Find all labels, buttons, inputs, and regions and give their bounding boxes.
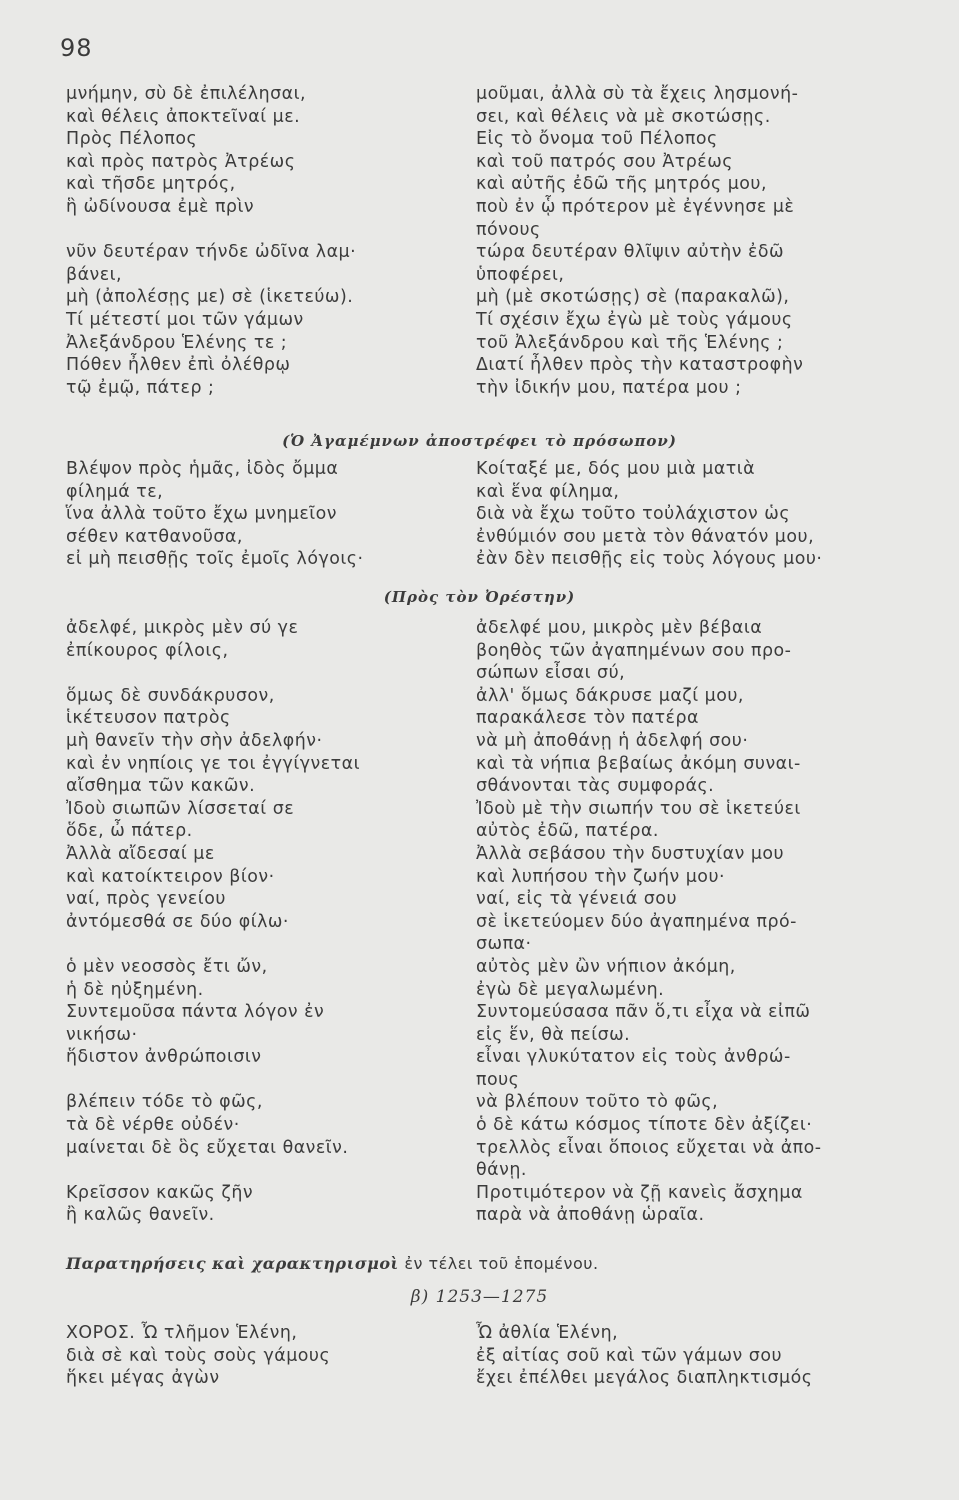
verse-line: καὶ ἐν νηπίοις γε τοι ἐγγίγνεται <box>66 753 360 774</box>
verse-line: μὴ (μὲ σκοτώσῃς) σὲ (παρακαλῶ), <box>476 287 790 308</box>
verse-line: βάνει, <box>66 264 123 285</box>
verse-line: καὶ κατοίκτειρον βίον· <box>66 866 275 887</box>
verse-line: πόνους <box>476 219 541 240</box>
verse-line: ἐξ αἰτίας σοῦ καὶ τῶν γάμων σου <box>476 1345 783 1366</box>
verse-line: μὴ (ἀπολέσῃς με) σὲ (ἱκετεύω). <box>66 287 354 308</box>
verse-line: καὶ ἕνα φίλημα, <box>476 481 620 502</box>
verse-line: αἴσθημα τῶν κακῶν. <box>66 776 256 797</box>
verse-line: Συντομεύσασα πᾶν ὅ,τι εἶχα νὰ εἰπῶ <box>476 1002 811 1023</box>
footnote <box>66 1254 599 1273</box>
verse-line: Διατί ἦλθεν πρὸς τὴν καταστροφὴν <box>476 355 804 376</box>
verse-line: Προτιμότερον νὰ ζῇ κανεὶς ἄσχημα <box>476 1182 803 1203</box>
verse-line: τοῦ Ἀλεξάνδρου καὶ τῆς Ἑλένης ; <box>476 332 784 353</box>
verse-line: ἐπίκουρος φίλοις, <box>66 640 229 661</box>
verse-line: ἱκέτευσον πατρὸς <box>66 708 231 729</box>
verse-line: μοῦμαι, ἀλλὰ σὺ τὰ ἔχεις λησμονή- <box>476 84 799 104</box>
verse-line: πους <box>476 1069 520 1090</box>
verse-line <box>66 933 466 956</box>
verse-line: Ἀλεξάνδρου Ἑλένης τε ; <box>66 332 288 353</box>
verse-line <box>66 219 466 242</box>
verse-line: σέθεν κατθανοῦσα, <box>66 526 243 547</box>
verse-line: τῷ ἐμῷ, πάτερ ; <box>66 377 215 398</box>
verse-line: σώπων εἶσαι σύ, <box>476 663 626 684</box>
verse-line: μνήμην, σὺ δὲ ἐπιλέλησαι, <box>66 84 306 104</box>
verse-line: Ὦ ἀθλία Ἑλένη, <box>476 1323 619 1343</box>
stage-direction: (Ὁ Ἀγαμέμνων ἀποστρέφει τὸ πρόσωπον) <box>282 432 677 450</box>
verse-line: ὑποφέρει, <box>476 264 565 285</box>
verse-line: καὶ θέλεις ἀποκτεῖναί με. <box>66 106 301 127</box>
verse-line: Ἀλλὰ αἴδεσαί με <box>66 843 215 864</box>
ancient-greek-column <box>66 458 466 571</box>
verse-line: ἐνθύμιόν σου μετὰ τὸν θάνατόν μου, <box>476 526 815 547</box>
verse-line: Κρεῖσσον κακῶς ζῆν <box>66 1182 254 1203</box>
footnote-italic: Παρατηρήσεις καὶ χαρακτηρισμοὶ <box>66 1254 399 1273</box>
verse-line: τρελλὸς εἶναι ὅποιος εὔχεται νὰ ἀπο- <box>476 1137 822 1158</box>
verse-line: Ἰδοὺ μὲ τὴν σιωπήν του σὲ ἱκετεύει <box>476 798 801 819</box>
verse-line: αὐτὸς ἐδῶ, πατέρα. <box>476 821 659 842</box>
verse-line: ἥδιστον ἀνθρώποισιν <box>66 1047 262 1068</box>
verse-line: καὶ πρὸς πατρὸς Ἀτρέως <box>66 151 296 172</box>
verse-line: τὴν ἰδικήν μου, πατέρα μου ; <box>476 377 742 398</box>
verse-line: νὰ βλέπουν τοῦτο τὸ φῶς, <box>476 1092 719 1113</box>
verse-line: ἀδελφέ, μικρὸς μὲν σύ γε <box>66 618 299 638</box>
verse-line: παρακάλεσε τὸν πατέρα <box>476 708 699 729</box>
modern-greek-column <box>476 83 916 399</box>
verse-line <box>66 662 466 685</box>
verse-line: ἀλλ' ὅμως δάκρυσε μαζί μου, <box>476 685 744 706</box>
verse-line: Πρὸς Πέλοπος <box>66 129 198 150</box>
verse-line: ὁ δὲ κάτω κόσμος τίποτε δὲν ἀξίζει· <box>476 1115 813 1136</box>
verse-line: ἀντόμεσθά σε δύο φίλω· <box>66 911 289 932</box>
verse-line: σωπα· <box>476 934 532 955</box>
verse-line: Κοίταξέ με, δός μου μιὰ ματιὰ <box>476 459 756 479</box>
verse-line: εἰς ἕν, θὰ πείσω. <box>476 1024 631 1045</box>
stage-direction: (Πρὸς τὸν Ὀρέστην) <box>383 588 576 606</box>
verse-line: μὴ θανεῖν τὴν σὴν ἀδελφήν· <box>66 730 323 751</box>
verse-line: σθάνονται τὰς συμφοράς. <box>476 776 715 797</box>
verse-line: Τί μέτεστί μοι τῶν γάμων <box>66 309 304 330</box>
verse-line: καὶ αὐτῆς ἐδῶ τῆς μητρός μου, <box>476 174 768 195</box>
verse-line: ἐὰν δὲν πεισθῇς εἰς τοὺς λόγους μου· <box>476 549 823 570</box>
verse-line: ΧΟΡΟΣ. Ὦ τλῆμον Ἑλένη, <box>66 1323 298 1343</box>
verse-line: ὅμως δὲ συνδάκρυσον, <box>66 685 275 706</box>
verse-line: φίλημά τε, <box>66 481 164 502</box>
modern-greek-column <box>476 458 916 571</box>
verse-line: Συντεμοῦσα πάντα λόγον ἐν <box>66 1002 325 1023</box>
verse-line: ναί, πρὸς γενείου <box>66 889 226 910</box>
verse-line: εἰ μὴ πεισθῇς τοῖς ἐμοῖς λόγοις· <box>66 549 364 570</box>
verse-line: Ἀλλὰ σεβάσου τὴν δυστυχίαν μου <box>476 843 785 864</box>
page-number: 98 <box>60 34 93 62</box>
verse-line: σει, καὶ θέλεις νὰ μὲ σκοτώσῃς. <box>476 106 771 127</box>
verse-line: παρὰ νὰ ἀποθάνῃ ὡραῖα. <box>476 1205 705 1226</box>
verse-line: ἵνα ἀλλὰ τοῦτο ἔχω μνημεῖον <box>66 504 337 525</box>
verse-line: τώρα δευτέραν θλῖψιν αὐτὴν ἐδῶ <box>476 242 785 263</box>
verse-line: νῦν δευτέραν τήνδε ὠδῖνα λαμ· <box>66 242 357 263</box>
verse-line: Ἰδοὺ σιωπῶν λίσσεταί σε <box>66 798 295 819</box>
ancient-greek-column <box>66 1322 466 1390</box>
verse-line: ἔχει ἐπέλθει μεγάλος διαπληκτισμός <box>476 1368 813 1389</box>
verse-line: αὐτὸς μὲν ὢν νήπιον ἀκόμη, <box>476 956 736 977</box>
verse-line: διὰ νὰ ἔχω τοῦτο τοὐλάχιστον ὡς <box>476 504 791 525</box>
verse-line: καὶ λυπήσου τὴν ζωήν μου· <box>476 866 726 887</box>
modern-greek-column <box>476 617 916 1227</box>
verse-line: εἶναι γλυκύτατον εἰς τοὺς ἀνθρώ- <box>476 1047 791 1068</box>
verse-line: καὶ τὰ νήπια βεβαίως ἀκόμη συναι- <box>476 753 801 774</box>
verse-line: ἐγὼ δὲ μεγαλωμένη. <box>476 979 665 1000</box>
verse-line <box>66 1159 466 1182</box>
verse-line: ὁ μὲν νεοσσὸς ἔτι ὤν, <box>66 956 268 977</box>
verse-line: Βλέψον πρὸς ἡμᾶς, ἰδὸς ὄμμα <box>66 459 339 479</box>
verse-line: Πόθεν ἦλθεν ἐπὶ ὀλέθρῳ <box>66 355 291 376</box>
verse-line: καὶ τῆσδε μητρός, <box>66 174 236 195</box>
verse-line: ἣ ὠδίνουσα ἐμὲ πρὶν <box>66 196 255 217</box>
verse-line: νικήσω· <box>66 1024 138 1045</box>
verse-line: μαίνεται δὲ ὃς εὔχεται θανεῖν. <box>66 1137 349 1158</box>
verse-line: βλέπειν τόδε τὸ φῶς, <box>66 1092 263 1113</box>
verse-line: ποὺ ἐν ᾧ πρότερον μὲ ἐγέννησε μὲ <box>476 196 795 217</box>
verse-line <box>66 1069 466 1092</box>
footnote-text: ἐν τέλει τοῦ ἑπομένου. <box>398 1254 599 1273</box>
verse-line: νὰ μὴ ἀποθάνῃ ἡ ἀδελφή σου· <box>476 730 749 751</box>
modern-greek-column <box>476 1322 916 1390</box>
verse-line: διὰ σὲ καὶ τοὺς σοὺς γάμους <box>66 1345 331 1366</box>
verse-line: καὶ τοῦ πατρός σου Ἀτρέως <box>476 151 733 172</box>
ancient-greek-column <box>66 83 466 399</box>
verse-line: ἀδελφέ μου, μικρὸς μὲν βέβαια <box>476 618 763 638</box>
verse-line: θάνῃ. <box>476 1160 527 1181</box>
verse-line: ἡ δὲ ηὐξημένη. <box>66 979 204 1000</box>
verse-line: βοηθὸς τῶν ἀγαπημένων σου προ- <box>476 640 792 661</box>
section-heading: β) 1253—1275 <box>410 1287 549 1307</box>
verse-line: τὰ δὲ νέρθε οὐδέν· <box>66 1115 240 1136</box>
verse-line: ἢ καλῶς θανεῖν. <box>66 1205 215 1226</box>
verse-line: Τί σχέσιν ἔχω ἐγὼ μὲ τοὺς γάμους <box>476 309 793 330</box>
verse-line: σὲ ἱκετεύομεν δύο ἀγαπημένα πρό- <box>476 911 797 932</box>
ancient-greek-column <box>66 617 466 1227</box>
verse-line: ἥκει μέγας ἀγὼν <box>66 1368 220 1389</box>
verse-line: ναί, εἰς τὰ γένειά σου <box>476 889 678 910</box>
verse-line: ὅδε, ὦ πάτερ. <box>66 821 193 842</box>
verse-line: Εἰς τὸ ὄνομα τοῦ Πέλοπος <box>476 129 718 150</box>
